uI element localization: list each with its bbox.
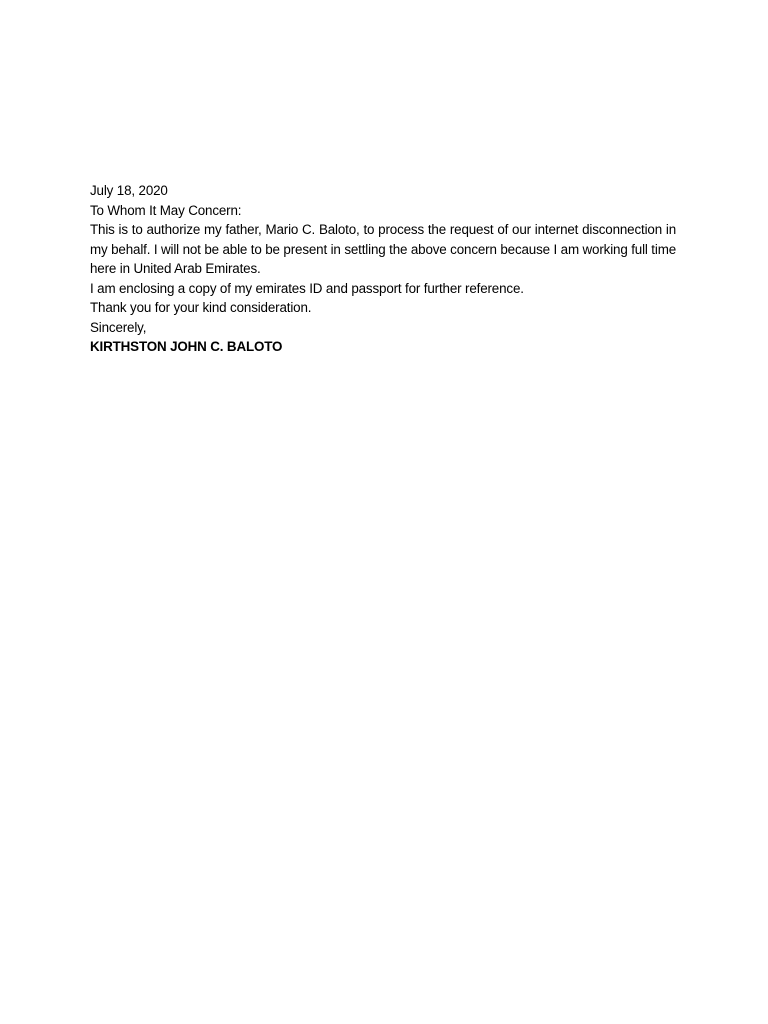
letter-salutation: To Whom It May Concern: (90, 202, 242, 218)
letter-paragraph-thanks: Thank you for your kind consideration. (90, 300, 312, 315)
letter-paragraph-enclosure: I am enclosing a copy of my emirates ID and passport for further reference. (90, 280, 524, 296)
letter-closing: Sincerely, (90, 319, 147, 335)
letter-paragraph-authorization: This is to authorize my father, Mario C. Baloto, to process the request of our internet disconnection in my behalf. I will not be able to be present in settling the above concern because I am working full time here in United Arab Emirates. (90, 222, 676, 276)
letter-body (90, 181, 676, 357)
letter-date: July 18, 2020 (90, 183, 168, 198)
letter-signature: KIRTHSTON JOHN C. BALOTO (90, 339, 283, 354)
